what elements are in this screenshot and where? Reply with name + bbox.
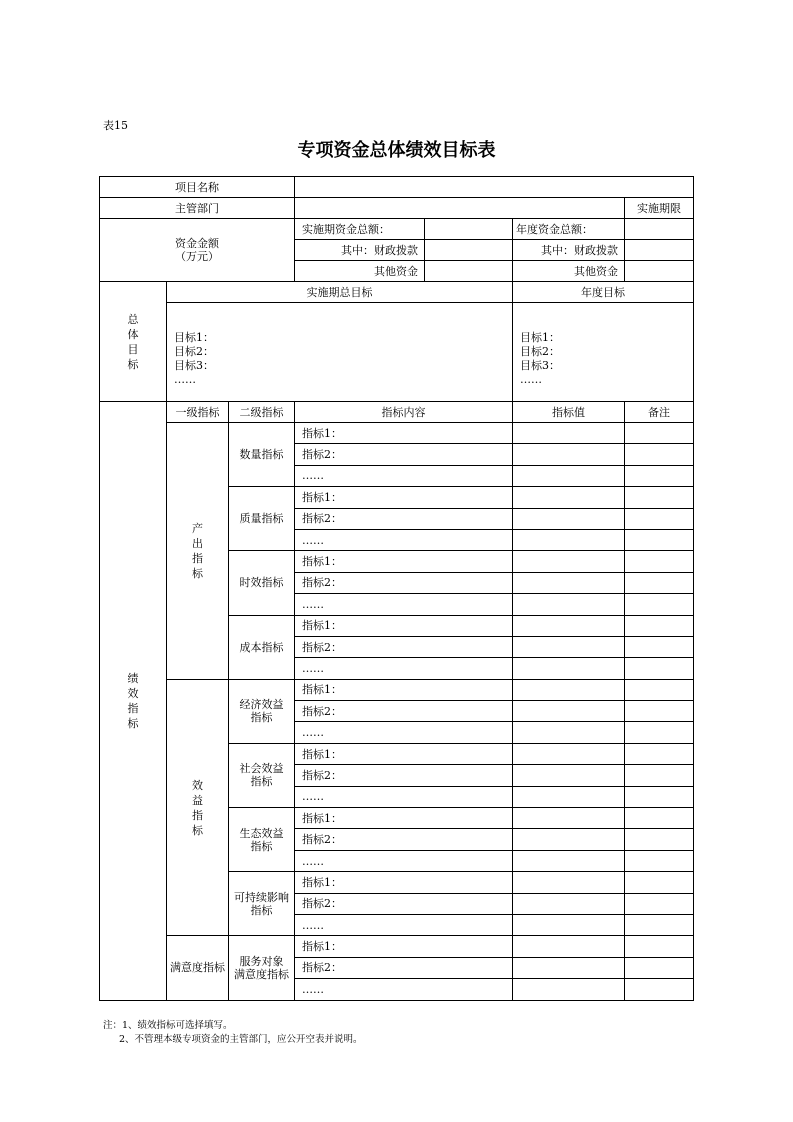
- goal-item: ……: [174, 373, 196, 386]
- indicator-remark-field[interactable]: [625, 551, 694, 572]
- indicator-value-field[interactable]: [513, 551, 625, 572]
- total-funds-field[interactable]: [425, 219, 513, 240]
- indicator-value-field[interactable]: [513, 658, 625, 679]
- indicator-content[interactable]: 指标2：: [295, 636, 513, 657]
- indicator-content[interactable]: 指标1：: [295, 743, 513, 764]
- indicator-value-field[interactable]: [513, 615, 625, 636]
- indicator-value-field[interactable]: [513, 743, 625, 764]
- indicator-content[interactable]: 指标2：: [295, 957, 513, 978]
- goal-item: 目标1：: [174, 331, 214, 344]
- goal-item: 目标2：: [520, 345, 561, 358]
- annual-funds-label: 年度资金总额：: [513, 219, 625, 240]
- page-title: 专项资金总体绩效目标表: [297, 140, 496, 161]
- indicator-remark-field[interactable]: [625, 872, 694, 893]
- indicator-row: [100, 679, 694, 700]
- level2-indicator: 数量指标: [229, 423, 295, 487]
- indicator-content[interactable]: 指标1：: [295, 487, 513, 508]
- indicator-content[interactable]: 指标2：: [295, 444, 513, 465]
- indicator-value-field[interactable]: [513, 722, 625, 743]
- indicator-remark-field[interactable]: [625, 529, 694, 550]
- goal-item: 目标3：: [520, 359, 561, 372]
- content-header: 指标内容: [295, 402, 513, 423]
- indicator-content[interactable]: 指标2：: [295, 893, 513, 914]
- level2-indicator: 社会效益 指标: [229, 743, 295, 807]
- value-header: 指标值: [513, 402, 625, 423]
- indicator-remark-field[interactable]: [625, 658, 694, 679]
- indicator-value-field[interactable]: [513, 808, 625, 829]
- indicator-value-field[interactable]: [513, 444, 625, 465]
- indicator-content[interactable]: ……: [295, 850, 513, 871]
- indicator-remark-field[interactable]: [625, 679, 694, 700]
- performance-target-table: [99, 176, 694, 1001]
- indicator-value-field[interactable]: [513, 872, 625, 893]
- project-name-row: [100, 177, 694, 198]
- indicator-content[interactable]: 指标1：: [295, 615, 513, 636]
- goals-header-row: [100, 282, 694, 303]
- indicator-remark-field[interactable]: [625, 893, 694, 914]
- indicator-remark-field[interactable]: [625, 508, 694, 529]
- level1-header: 一级指标: [167, 402, 229, 423]
- performance-indicators-label: 绩 效 指 标: [100, 402, 167, 1001]
- indicator-remark-field[interactable]: [625, 594, 694, 615]
- department-field[interactable]: [295, 198, 625, 219]
- indicator-remark-field[interactable]: [625, 829, 694, 850]
- indicator-value-field[interactable]: [513, 701, 625, 722]
- annual-other-label: 其他资金: [513, 261, 625, 282]
- indicator-content[interactable]: 指标2：: [295, 508, 513, 529]
- indicator-content[interactable]: 指标2：: [295, 765, 513, 786]
- indicator-value-field[interactable]: [513, 572, 625, 593]
- indicator-value-field[interactable]: [513, 765, 625, 786]
- other-funds-label: 其他资金: [295, 261, 425, 282]
- indicator-value-field[interactable]: [513, 829, 625, 850]
- fiscal-funds-label: 其中：财政拨款: [295, 240, 425, 261]
- goal-item: 目标2：: [174, 345, 214, 358]
- indicator-value-field[interactable]: [513, 893, 625, 914]
- funds-row-1: [100, 219, 694, 240]
- indicator-remark-field[interactable]: [625, 765, 694, 786]
- indicator-remark-field[interactable]: [625, 743, 694, 764]
- goal-item: ……: [520, 373, 543, 386]
- indicator-content[interactable]: ……: [295, 979, 513, 1000]
- indicator-content[interactable]: 指标1：: [295, 808, 513, 829]
- level1-indicator: 满意度指标: [167, 936, 229, 1000]
- indicator-remark-field[interactable]: [625, 914, 694, 935]
- indicator-value-field[interactable]: [513, 508, 625, 529]
- indicator-remark-field[interactable]: [625, 808, 694, 829]
- indicator-content[interactable]: 指标1：: [295, 872, 513, 893]
- level2-indicator: 可持续影响 指标: [229, 872, 295, 936]
- indicator-remark-field[interactable]: [625, 487, 694, 508]
- indicator-value-field[interactable]: [513, 786, 625, 807]
- indicator-remark-field[interactable]: [625, 701, 694, 722]
- indicator-value-field[interactable]: [513, 679, 625, 700]
- indicator-remark-field[interactable]: [625, 957, 694, 978]
- indicator-remark-field[interactable]: [625, 444, 694, 465]
- indicator-remark-field[interactable]: [625, 572, 694, 593]
- indicator-remark-field[interactable]: [625, 615, 694, 636]
- level2-header: 二级指标: [229, 402, 295, 423]
- goals-body-row: [100, 303, 694, 402]
- other-funds-field[interactable]: [425, 261, 513, 282]
- department-label: 主管部门: [100, 198, 295, 219]
- indicator-remark-field[interactable]: [625, 786, 694, 807]
- level2-indicator: 经济效益 指标: [229, 679, 295, 743]
- annual-fiscal-field[interactable]: [625, 240, 694, 261]
- indicator-content[interactable]: ……: [295, 658, 513, 679]
- goal-item: 目标1：: [520, 331, 561, 344]
- level2-indicator: 服务对象 满意度指标: [229, 936, 295, 1000]
- level2-indicator: 时效指标: [229, 551, 295, 615]
- project-name-field[interactable]: [295, 177, 694, 198]
- note-1: 注：1、绩效指标可选择填写。: [103, 1020, 233, 1031]
- annual-fiscal-label: 其中：财政拨款: [513, 240, 625, 261]
- indicator-content[interactable]: 指标1：: [295, 679, 513, 700]
- indicator-header-row: [100, 402, 694, 423]
- indicator-remark-field[interactable]: [625, 722, 694, 743]
- indicator-remark-field[interactable]: [625, 423, 694, 444]
- indicator-content[interactable]: ……: [295, 722, 513, 743]
- note-2: 2、不管理本级专项资金的主管部门，应公开空表并说明。: [119, 1034, 363, 1045]
- indicator-content[interactable]: 指标1：: [295, 551, 513, 572]
- goal-item: 目标3：: [174, 359, 214, 372]
- overall-goals-label: 总 体 目 标: [100, 282, 167, 402]
- indicator-value-field[interactable]: [513, 636, 625, 657]
- level2-indicator: 质量指标: [229, 487, 295, 551]
- indicator-value-field[interactable]: [513, 914, 625, 935]
- indicator-value-field[interactable]: [513, 487, 625, 508]
- period-goal-field[interactable]: [167, 303, 513, 402]
- indicator-content[interactable]: 指标2：: [295, 701, 513, 722]
- remark-header: 备注: [625, 402, 694, 423]
- annual-goal-field[interactable]: [513, 303, 694, 402]
- annual-funds-field[interactable]: [625, 219, 694, 240]
- indicator-value-field[interactable]: [513, 423, 625, 444]
- annual-goal-header: 年度目标: [513, 282, 694, 303]
- indicator-remark-field[interactable]: [625, 465, 694, 486]
- annual-other-field[interactable]: [625, 261, 694, 282]
- indicator-remark-field[interactable]: [625, 936, 694, 957]
- table-number: 表15: [103, 119, 128, 132]
- indicator-content[interactable]: 指标1：: [295, 936, 513, 957]
- indicator-row: [100, 936, 694, 957]
- indicator-remark-field[interactable]: [625, 979, 694, 1000]
- indicator-content[interactable]: ……: [295, 465, 513, 486]
- period-goal-header: 实施期总目标: [167, 282, 513, 303]
- level1-indicator: 产 出 指 标: [167, 423, 229, 680]
- indicator-content[interactable]: 指标2：: [295, 829, 513, 850]
- period-label: 实施期限: [625, 198, 694, 219]
- indicator-content[interactable]: ……: [295, 529, 513, 550]
- indicator-value-field[interactable]: [513, 529, 625, 550]
- department-row: [100, 198, 694, 219]
- indicator-value-field[interactable]: [513, 936, 625, 957]
- fiscal-funds-field[interactable]: [425, 240, 513, 261]
- notes: [103, 1019, 363, 1047]
- indicator-remark-field[interactable]: [625, 850, 694, 871]
- indicator-content[interactable]: 指标1：: [295, 423, 513, 444]
- indicator-value-field[interactable]: [513, 594, 625, 615]
- level1-indicator: 效 益 指 标: [167, 679, 229, 936]
- level2-indicator: 成本指标: [229, 615, 295, 679]
- project-name-label: 项目名称: [100, 177, 295, 198]
- indicator-content[interactable]: ……: [295, 594, 513, 615]
- indicator-row: [100, 423, 694, 444]
- indicator-content[interactable]: ……: [295, 914, 513, 935]
- indicator-content[interactable]: ……: [295, 786, 513, 807]
- total-funds-label: 实施期资金总额：: [295, 219, 425, 240]
- indicator-value-field[interactable]: [513, 465, 625, 486]
- indicator-value-field[interactable]: [513, 850, 625, 871]
- indicator-value-field[interactable]: [513, 979, 625, 1000]
- level2-indicator: 生态效益 指标: [229, 808, 295, 872]
- indicator-value-field[interactable]: [513, 957, 625, 978]
- indicator-remark-field[interactable]: [625, 636, 694, 657]
- funds-label: 资金金额 （万元）: [100, 219, 295, 282]
- indicator-content[interactable]: 指标2：: [295, 572, 513, 593]
